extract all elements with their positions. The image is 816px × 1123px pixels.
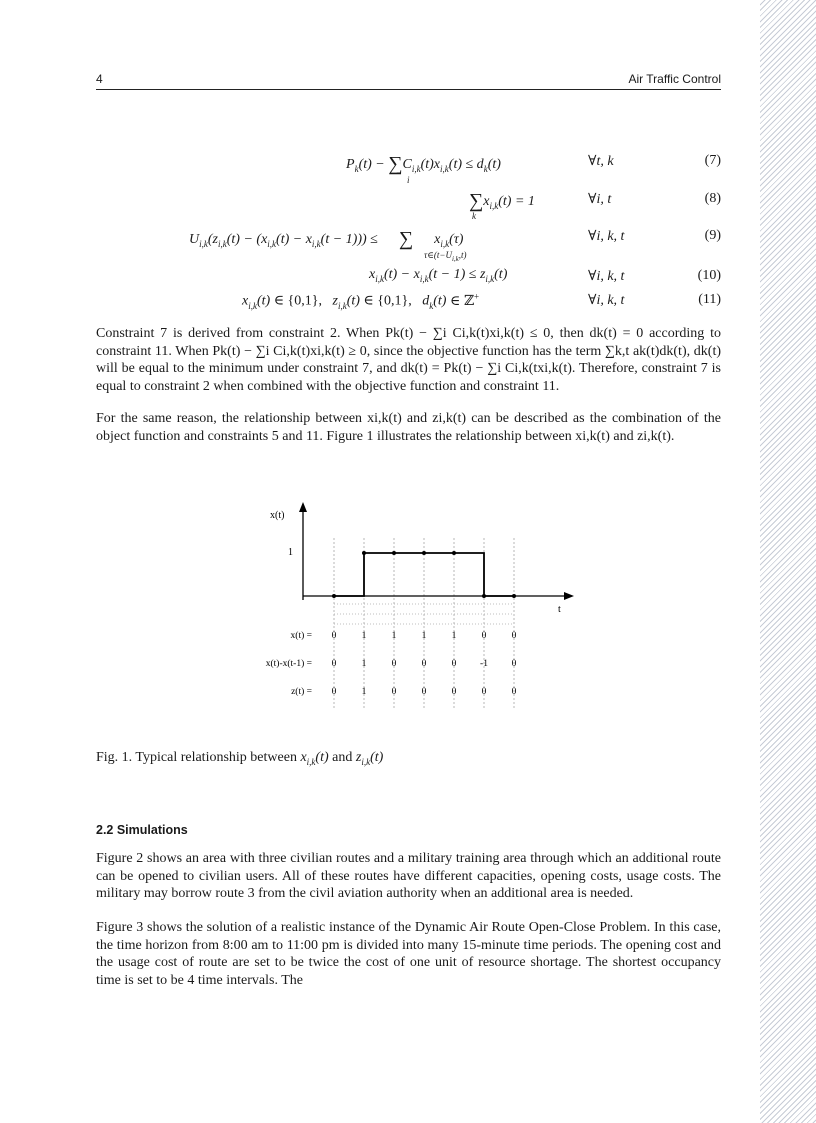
x-axis-label: t	[558, 604, 561, 615]
data-point	[452, 551, 456, 555]
row-value: 0	[331, 631, 337, 641]
section-heading: 2.2 Simulations	[96, 823, 188, 837]
data-point	[482, 594, 486, 598]
row-value: 1	[361, 659, 367, 669]
equation-11: $x_{i,k}(t)$ ∈ {0,1}, $z_{i,k}(t)$ ∈ {0,1}, $d_k(t)$ ∈ ℤ+	[242, 291, 480, 311]
row-value: 0	[421, 687, 427, 697]
row-value: 0	[331, 659, 337, 669]
equation-8-number: (8)	[704, 191, 721, 206]
row-value: 0	[481, 631, 487, 641]
equation-11-number: (11)	[698, 292, 721, 307]
figure-1-step-chart	[250, 498, 590, 718]
row-value: 0	[481, 687, 487, 697]
row-value: 0	[391, 659, 397, 669]
page-margin-hatch	[760, 0, 816, 1123]
row-value: 1	[361, 631, 367, 641]
equation-8: $\sum x_{i,k}(t) = 1$	[469, 190, 535, 212]
equation-9: $U_{i,k}(z_{i,k}(t) - (x_{i,k}(t) - x_{i,k}(t - 1)))$ ≤ ∑ $x_{i,k}(\tau)$	[189, 228, 464, 250]
equation-10-number: (10)	[697, 268, 721, 283]
data-point	[512, 594, 516, 598]
data-point	[422, 551, 426, 555]
row-value: 0	[511, 631, 517, 641]
row-value: 0	[421, 659, 427, 669]
row-value: 1	[421, 631, 427, 641]
running-header	[96, 71, 721, 90]
page-number: 4	[96, 72, 103, 86]
data-point	[332, 594, 336, 598]
equation-7-condition: ∀t, k	[588, 154, 614, 169]
data-point	[362, 551, 366, 555]
row-value: 1	[451, 631, 457, 641]
equation-9-condition: ∀i, k, t	[588, 229, 625, 244]
y-axis-arrow	[299, 502, 307, 512]
y-axis-label: x(t)	[270, 510, 285, 521]
row-value: 0	[511, 659, 517, 669]
x-axis-arrow	[564, 592, 574, 600]
row-label: z(t) =	[291, 687, 312, 697]
paragraph-solution: Figure 3 shows the solution of a realistic instance of the Dynamic Air Route Open-Close Problem. In this case, the time horizon from 8:00 am to 11:00 pm is divided into many 15-minute time periods. The opening cost and the usage cost of route are set to be twice the cost of one unit of resource shortage. The shortest occupancy time is set to be 4 time intervals. The	[96, 920, 721, 988]
row-value: 0	[451, 659, 457, 669]
row-label: x(t)-x(t-1) =	[265, 659, 312, 669]
equation-8-condition: ∀i, t	[588, 192, 612, 207]
equation-10: $x_{i,k}(t) - x_{i,k}(t - 1) \le z_{i,k}(t)$	[369, 267, 508, 284]
equation-7-number: (7)	[704, 153, 721, 168]
row-value: -1	[480, 659, 488, 669]
row-value: 0	[331, 687, 337, 697]
running-title: Air Traffic Control	[628, 72, 721, 86]
row-value: 0	[451, 687, 457, 697]
figure-caption: Fig. 1. Typical relationship between $x_{i,k}(t)$ and $z_{i,k}(t)$	[96, 750, 384, 767]
equation-11-condition: ∀i, k, t	[588, 293, 625, 308]
data-point	[392, 551, 396, 555]
row-label: x(t) =	[290, 631, 312, 641]
equation-9-number: (9)	[704, 228, 721, 243]
equation-10-condition: ∀i, k, t	[588, 269, 625, 284]
equation-7: $P_k(t) - \sum C_{i,k}(t)x_{i,k}(t) \le d_k(t)$	[346, 153, 501, 175]
paragraph-relationship: For the same reason, the relationship between xi,k(t) and zi,k(t) can be described as the combination of the object function and constraints 5 and 11. Figure 1 illustrates the relationship between xi,k(t) and zi,k(t).	[96, 411, 721, 444]
row-value: 0	[391, 687, 397, 697]
row-value: 1	[361, 687, 367, 697]
paragraph-simulations: Figure 2 shows an area with three civilian routes and a military training area through which an additional route can be opened to civilian users. All of these routes have different capacities, opening costs, usage costs. The military may borrow route 3 from the civil aviation authority when an additional area is needed.	[96, 851, 721, 901]
row-value: 1	[391, 631, 397, 641]
paragraph-constraint-7: Constraint 7 is derived from constraint 2. When Pk(t) − ∑i Ci,k(t)xi,k(t) ≤ 0, then dk(t) = 0 according to constraint 11. When Pk(t) − ∑i Ci,k(t)xi,k(t) ≥ 0, since the objective function has the term ∑k,t ak(t)dk(t), dk(t) will be equal to the minimum under constraint 7, and dk(t) = Pk(t) − ∑i Ci,k(txi,k(t). Therefore, constraint 7 is equal to constraint 2 when combined with the objective function and constraint 11.	[96, 326, 721, 394]
row-value: 0	[511, 687, 517, 697]
y-tick-1: 1	[288, 547, 293, 558]
